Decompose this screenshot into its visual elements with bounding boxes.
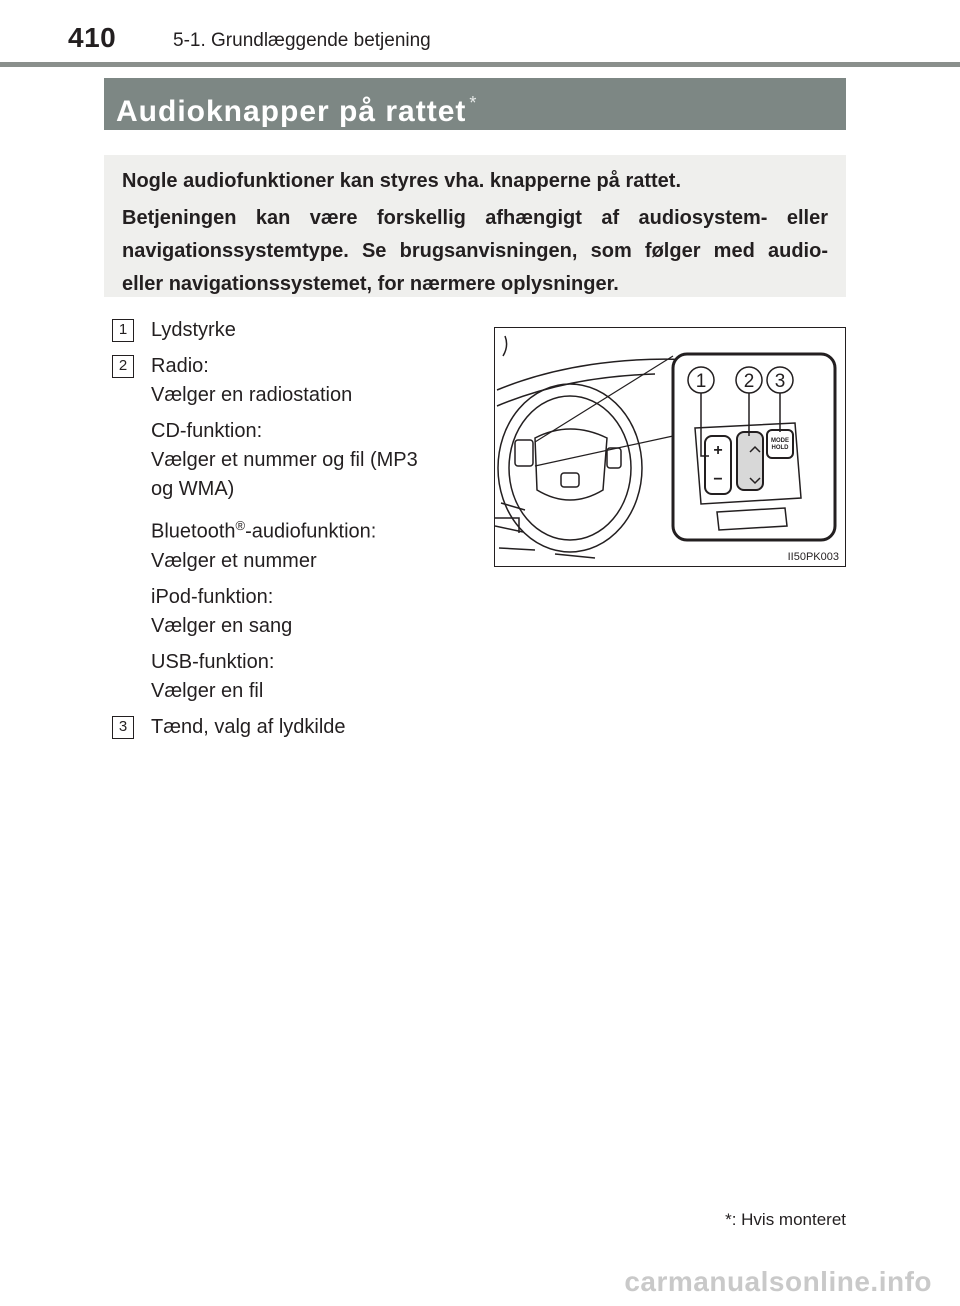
sub-item-radio: [151, 352, 462, 410]
item-number-badge: 2: [112, 355, 134, 378]
item-number-badge: 3: [112, 716, 134, 739]
illustration-drawing: [495, 328, 845, 566]
wheel-left-switch: [515, 440, 533, 466]
list-item: [112, 713, 462, 742]
mode-label: MODE: [771, 438, 789, 444]
callout-label-1: 1: [695, 371, 707, 392]
bluetooth-word: Bluetooth: [151, 520, 236, 543]
dashboard-line: [497, 374, 655, 406]
zoom-leader: [535, 356, 673, 466]
section-title: [104, 78, 846, 130]
dashboard-line: [497, 359, 695, 390]
callout-label-3: 3: [774, 371, 786, 392]
intro-line-2: Betjeningen kan være forskellig afhængigt af audiosystem- eller navigationssystemtype. Se brugsanvisningen, som følger med audio- eller navigationssystemet, for nærmere oplysninger.: [122, 207, 828, 295]
title-asterisk: *: [469, 93, 478, 113]
plus-label: +: [713, 442, 723, 459]
sub-item-usb: [151, 648, 462, 706]
sub-item-action: Vælger et nummer: [151, 549, 317, 572]
sub-item-action: Vælger en sang: [151, 614, 293, 637]
watermark: carmanualsonline.info: [624, 1266, 932, 1297]
wheel-hub: [535, 429, 607, 500]
sub-item-mode: [151, 511, 462, 547]
hold-label: HOLD: [771, 445, 789, 451]
sub-item-ipod: [151, 583, 462, 641]
list-item: [112, 316, 462, 345]
footnote: [725, 1210, 846, 1230]
page-number: 410: [68, 22, 117, 53]
sub-item-action: Vælger en fil: [151, 679, 264, 702]
sub-item-mode: CD-funktion:: [151, 420, 263, 442]
figure-code: II50PK003: [787, 551, 839, 563]
steering-wheel-illustration: [494, 327, 846, 567]
registered-mark: ®: [235, 518, 246, 533]
footnote-asterisk: *: [725, 1210, 732, 1229]
floor-line: [499, 548, 595, 558]
wheel-emblem: [561, 473, 579, 487]
running-head: 5-1. Grundlæggende betjening: [173, 30, 431, 51]
bluetooth-suffix: -audiofunktion:: [245, 520, 377, 543]
trim-line: [503, 336, 507, 356]
sub-item-mode: USB-funktion:: [151, 650, 275, 673]
callout-label-2: 2: [743, 371, 755, 392]
item-list: [112, 316, 462, 749]
intro-line-1: Nogle audiofunktioner kan styres vha. knapperne på rattet.: [122, 170, 682, 192]
item-number-badge: 1: [112, 319, 134, 342]
sub-item-action: Vælger et nummer og fil (MP3 og WMA): [151, 449, 418, 500]
sub-item-bluetooth: [151, 511, 462, 576]
footnote-text: : Hvis monteret: [731, 1210, 846, 1229]
section-title-text: Audioknapper på rattet: [116, 95, 467, 128]
wheel-right-switch: [607, 448, 621, 468]
sub-item-cd: [151, 417, 462, 504]
header-rule: [0, 62, 960, 67]
sub-item-mode: iPod-funktion:: [151, 585, 274, 608]
seek-switch: [737, 432, 763, 490]
sub-item-mode: Radio:: [151, 355, 209, 377]
list-item: [112, 352, 462, 706]
item-label: Tænd, valg af lydkilde: [151, 715, 346, 738]
item-label: Lydstyrke: [151, 319, 236, 341]
intro-box: [104, 155, 846, 297]
sub-item-action: Vælger en radiostation: [151, 384, 353, 406]
minus-label: −: [713, 471, 723, 488]
